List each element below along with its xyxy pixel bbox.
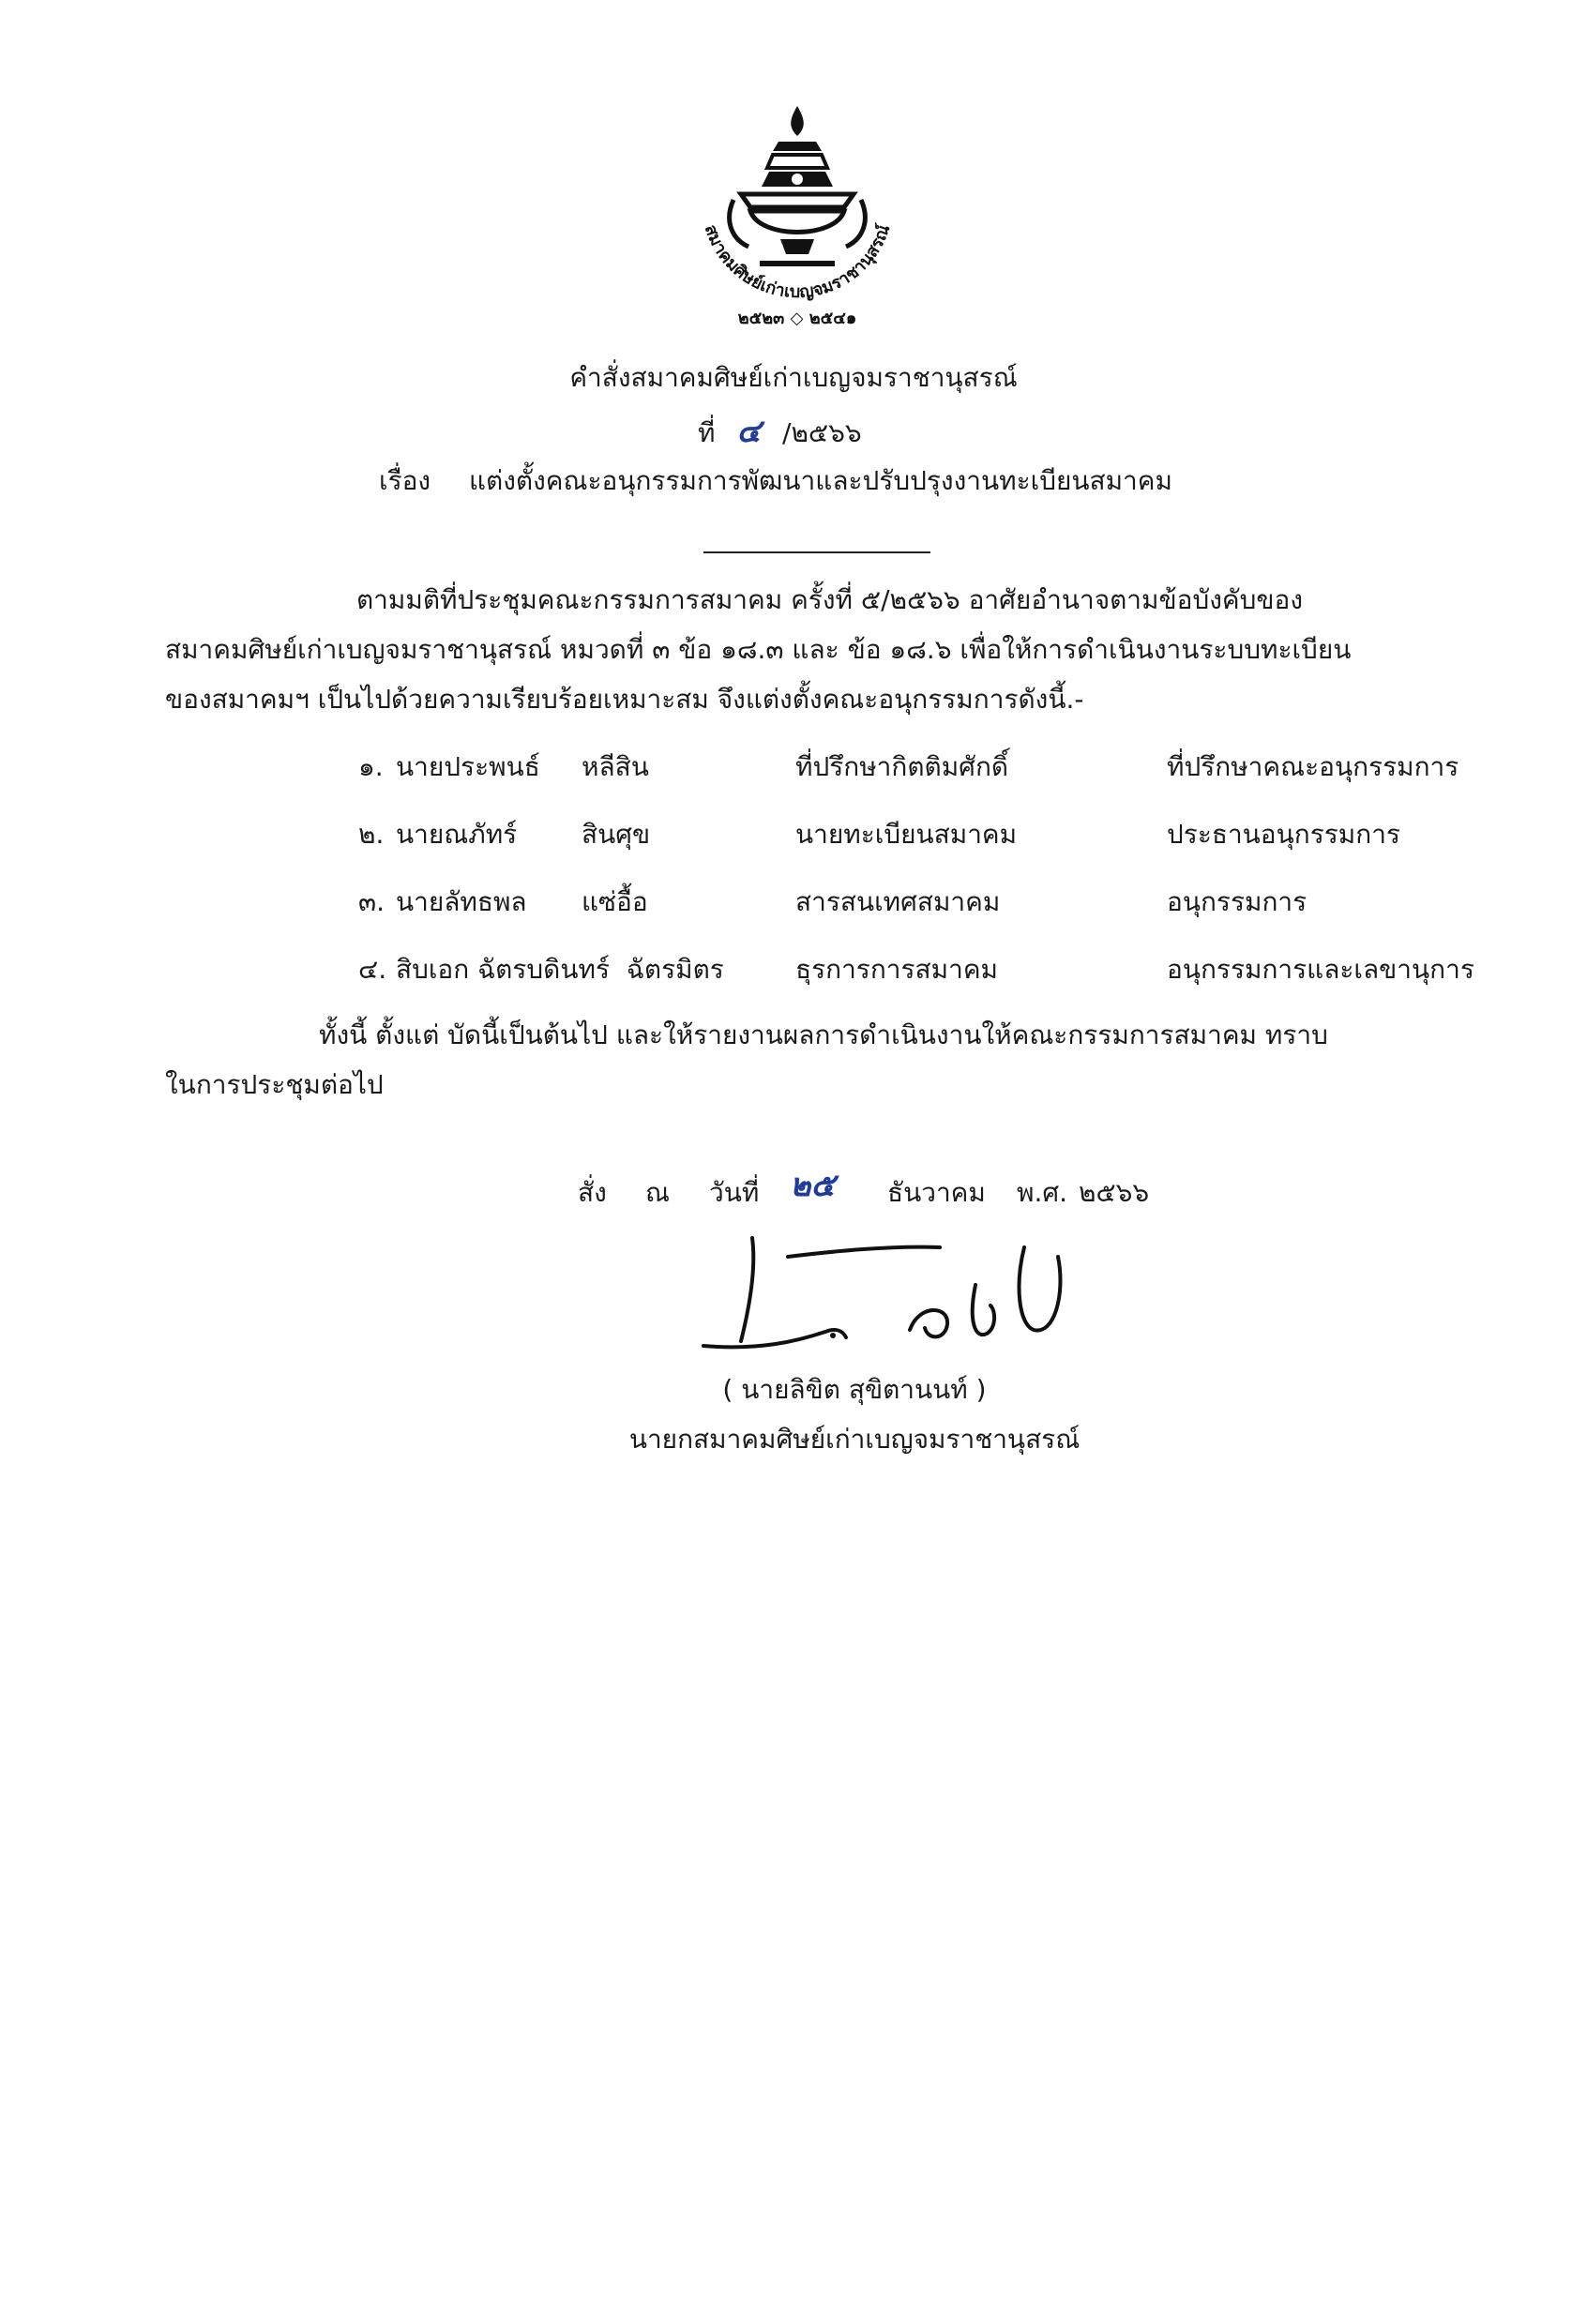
member-surname: แซ่อื้อ: [582, 886, 648, 917]
seal-name-text: สมาคมศิษย์เก่าเบญจมราชานุสรณ์: [700, 221, 895, 303]
member-role: อนุกรรมการและเลขานุการ: [1167, 954, 1474, 985]
member-name: นายลัทธพล: [396, 886, 527, 917]
order-year: /๒๕๖๖: [782, 417, 862, 448]
date-day-handwritten: ๒๕: [790, 1167, 836, 1204]
subject-text: แต่งตั้งคณะอนุกรรมการพัฒนาและปรับปรุงงานทะเบียนสมาคม: [469, 465, 1172, 496]
member-number: ๔.: [358, 954, 387, 985]
date-month: ธันวาคม: [887, 1177, 986, 1208]
member-surname: สินศุข: [582, 819, 651, 850]
title-divider: [703, 551, 930, 553]
signatory-title: นายกสมาคมศิษย์เก่าเบญจมราชานุสรณ์: [628, 1424, 1081, 1455]
closing-line-1: ทั้งนี้ ตั้งแต่ บัดนี้เป็นต้นไป และให้รายงานผลการดำเนินงานให้คณะกรรมการสมาคม ทราบ: [319, 1019, 1328, 1050]
seal-years-text: ๒๕๒๓ ◇ ๒๕๔๑: [737, 309, 857, 328]
date-era: พ.ศ.: [1017, 1177, 1068, 1208]
member-row: [358, 936, 1474, 1004]
member-position: ที่ปรึกษากิตติมศักดิ์: [795, 751, 1009, 782]
signatory-name: ( นายลิขิต สุขิตานนท์ ): [722, 1374, 987, 1405]
member-number: ๒.: [358, 819, 385, 850]
intro-line-3: ของสมาคมฯ เป็นไปด้วยความเรียบร้อยเหมาะสม จึงแต่งตั้งคณะอนุกรรมการดังนี้.-: [165, 684, 1084, 715]
order-number-handwritten: ๔: [736, 413, 762, 450]
member-name: สิบเอก ฉัตรบดินทร์: [396, 954, 610, 985]
order-title: คำสั่งสมาคมศิษย์เก่าเบญจมราชานุสรณ์: [569, 362, 1018, 393]
member-number: ๑.: [358, 751, 384, 782]
member-name: นายณภัทร์: [396, 819, 518, 850]
closing-line-2: ในการประชุมต่อไป: [165, 1069, 384, 1100]
member-surname: หลีสิน: [582, 751, 649, 782]
intro-line-1: ตามมติที่ประชุมคณะกรรมการสมาคม ครั้งที่ ๕/๒๕๖๖ อาศัยอำนาจตามข้อบังคับของ: [356, 584, 1304, 615]
member-row: [358, 733, 1474, 801]
subject-label: เรื่อง: [379, 465, 431, 496]
date-label-day: วันที่: [709, 1177, 760, 1208]
member-role: ประธานอนุกรรมการ: [1167, 819, 1400, 850]
order-prefix: ที่: [698, 417, 716, 448]
member-row: [358, 868, 1474, 936]
date-year: ๒๕๖๖: [1079, 1177, 1150, 1208]
order-number-line: [698, 413, 862, 452]
handwritten-signature: [694, 1219, 1107, 1360]
member-full-name: [396, 936, 795, 1004]
member-row: [358, 801, 1474, 868]
member-role: ที่ปรึกษาคณะอนุกรรมการ: [1167, 751, 1459, 782]
member-role: อนุกรรมการ: [1167, 886, 1307, 917]
member-number: ๓.: [358, 886, 385, 917]
member-position: สารสนเทศสมาคม: [795, 886, 1001, 917]
member-surname: ฉัตรมิตร: [626, 954, 724, 985]
date-label-at: ณ: [645, 1177, 670, 1208]
member-position: นายทะเบียนสมาคม: [795, 819, 1018, 850]
member-position: ธุรการการสมาคม: [795, 954, 999, 985]
members-table: [358, 733, 1474, 1004]
association-seal-logo: [675, 89, 919, 333]
intro-line-2: สมาคมศิษย์เก่าเบญจมราชานุสรณ์ หมวดที่ ๓ ข้อ ๑๘.๓ และ ข้อ ๑๘.๖ เพื่อให้การดำเนินงานระบบทะเบียน: [165, 634, 1352, 665]
date-label-ordered: สั่ง: [578, 1177, 607, 1208]
member-name: นายประพนธ์: [396, 751, 540, 782]
